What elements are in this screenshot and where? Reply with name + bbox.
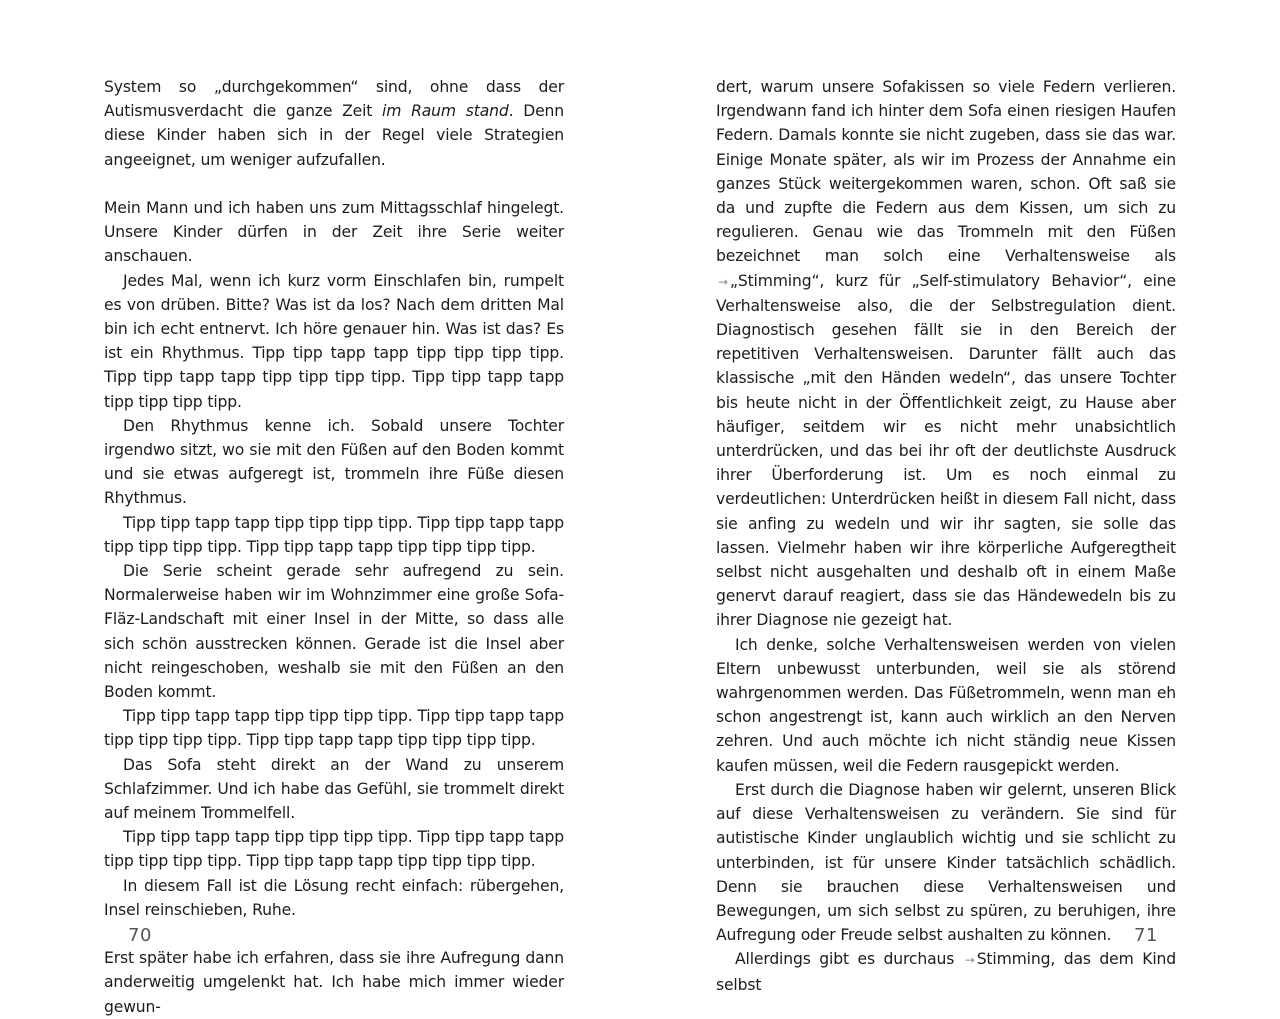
- paragraph: Mein Mann und ich haben uns zum Mittagsschlaf hingelegt. Unsere Kinder dürfen in der Zeit ihre Serie weiter anschauen.: [104, 199, 564, 266]
- cross-reference-arrow-icon: →: [718, 274, 728, 289]
- paragraph: System so „durchgekommen“ sind, ohne dass der Autismusverdacht die ganze Zeit im Raum stand. Denn diese Kinder haben sich in der Regel viele Strategien angeeignet, um weniger aufzufallen.: [104, 78, 565, 169]
- paragraph: Die Serie scheint gerade sehr aufregend zu sein. Normalerweise haben wir im Wohnzimmer eine große Sofa-Fläz-Landschaft mit einer Insel in der Mitte, so dass alle sich schön ausstrecken können. Gerade ist die Insel aber nicht reingeschoben, weshalb sie mit den Füßen an den Boden kommt.: [104, 562, 564, 702]
- right-page: [640, 0, 1280, 1019]
- paragraph: Den Rhythmus kenne ich. Sobald unsere Tochter irgendwo sitzt, wo sie mit den Füßen auf den Boden kommt und sie etwas aufgeregt ist, trommeln ihre Füße diesen Rhythmus.: [104, 416, 564, 508]
- paragraph: Das Sofa steht direkt an der Wand zu unserem Schlafzimmer. Und ich habe das Gefühl, sie trommelt direkt auf meinem Trommelfell.: [104, 755, 564, 823]
- paragraph: dert, warum unsere Sofakissen so viele Federn verlieren. Irgendwann fand ich hinter dem Sofa einen riesigen Haufen Federn. Damals konnte sie nicht zugeben, dass sie das war. Einige Monate später, als wir im Prozess der Annahme ein ganzes Stück weitergekommen waren, schon. Oft saß sie da und zupfte die Federn aus dem Kissen, um sich zu regulieren. Genau wie das Trommeln mit den Füßen bezeichnet man solch eine Verhaltensweise als → „Stimming“, kurz für „Self-stimulatory Behavior“, eine Verhaltensweise also, die der Selbstregulation dient. Diagnostisch gesehen fällt sie in den Bereich der repetitiven Verhaltensweisen. Darunter fällt auch das klassische „mit den Händen wedeln“, das unsere Tochter bis heute nicht in der Öffentlichkeit zeigt, zu Hause aber häufiger, seitdem wir es nicht mehr unabsichtlich unterdrücken, und das bei ihr oft der deutlichste Ausdruck ihrer Überforderung ist. Um es noch einmal zu verdeutlichen: Unterdrücken heißt in diesem Fall nicht, dass sie anfing zu wedeln und wir ihr sagten, sie solle das lassen. Vielmehr haben wir ihre körperliche Aufgeregtheit selbst nicht ausgehalten und deshalb oft in einem Maße genervt darauf reagiert, dass sie das Händewedeln bis zu ihrer Diagnose nie gezeigt hat.: [716, 78, 1176, 630]
- paragraph: Erst durch die Diagnose haben wir gelernt, unseren Blick auf diese Verhaltensweisen zu verändern. Sie sind für autistische Kinder unglaublich wichtig und sie schlicht zu unterbinden, ist für unsere Kinder tatsächlich schädlich. Denn sie brauchen diese Verhaltensweisen und Bewegungen, um sich selbst zu spüren, zu beruhigen, ihre Aufregung oder Freude selbst aushalten zu können.: [716, 780, 1176, 945]
- italic-emphasis: im Raum stand: [382, 102, 509, 121]
- paragraph: In diesem Fall ist die Lösung recht einfach: rübergehen, Insel reinschieben, Ruhe.: [104, 876, 564, 919]
- paragraph: Tipp tipp tapp tapp tipp tipp tipp tipp. Tipp tipp tapp tapp tipp tipp tipp tipp. Tipp tipp tapp tapp tipp tipp tipp tipp.: [104, 513, 564, 556]
- paragraph: Erst später habe ich erfahren, dass sie ihre Aufregung dann anderweitig umgelenkt hat. Ich habe mich immer wieder gewun-: [104, 949, 564, 1016]
- paragraph: Tipp tipp tapp tapp tipp tipp tipp tipp. Tipp tipp tapp tapp tipp tipp tipp tipp. Tipp tipp tapp tapp tipp tipp tipp tipp.: [104, 707, 564, 750]
- cross-reference-arrow-icon: →: [964, 953, 975, 968]
- page-number: 70: [128, 925, 152, 946]
- paragraph: Tipp tipp tapp tapp tipp tipp tipp tipp. Tipp tipp tapp tapp tipp tipp tipp tipp. Tipp tipp tapp tapp tipp tipp tipp tipp.: [104, 828, 564, 871]
- paragraph: Ich denke, solche Verhaltensweisen werden von vielen Eltern unbewusst unterbunden, weil sie als störend wahrgenommen werden. Das Füßetrommeln, wenn man eh schon angestrengt ist, kann auch wirklich an den Nerven zehren. Und auch möchte ich nicht ständig neue Kissen kaufen müssen, weil die Federn rausgepickt werden.: [716, 635, 1176, 775]
- paragraph: Jedes Mal, wenn ich kurz vorm Einschlafen bin, rumpelt es von drüben. Bitte? Was ist da los? Nach dem dritten Mal bin ich echt entnervt. Ich höre genauer hin. Was ist das? Es ist ein Rhythmus. Tipp tipp tapp tapp tipp tipp tipp tipp. Tipp tipp tapp tapp tipp tipp tipp tipp. Tipp tipp tapp tapp tipp tipp tipp tipp.: [104, 271, 564, 411]
- right-page-text: [716, 75, 1176, 997]
- page-number: 71: [1134, 925, 1158, 946]
- paragraph: Allerdings gibt es durchaus → Stimming, das dem Kind selbst: [716, 950, 1176, 994]
- left-page-text: [104, 75, 564, 1019]
